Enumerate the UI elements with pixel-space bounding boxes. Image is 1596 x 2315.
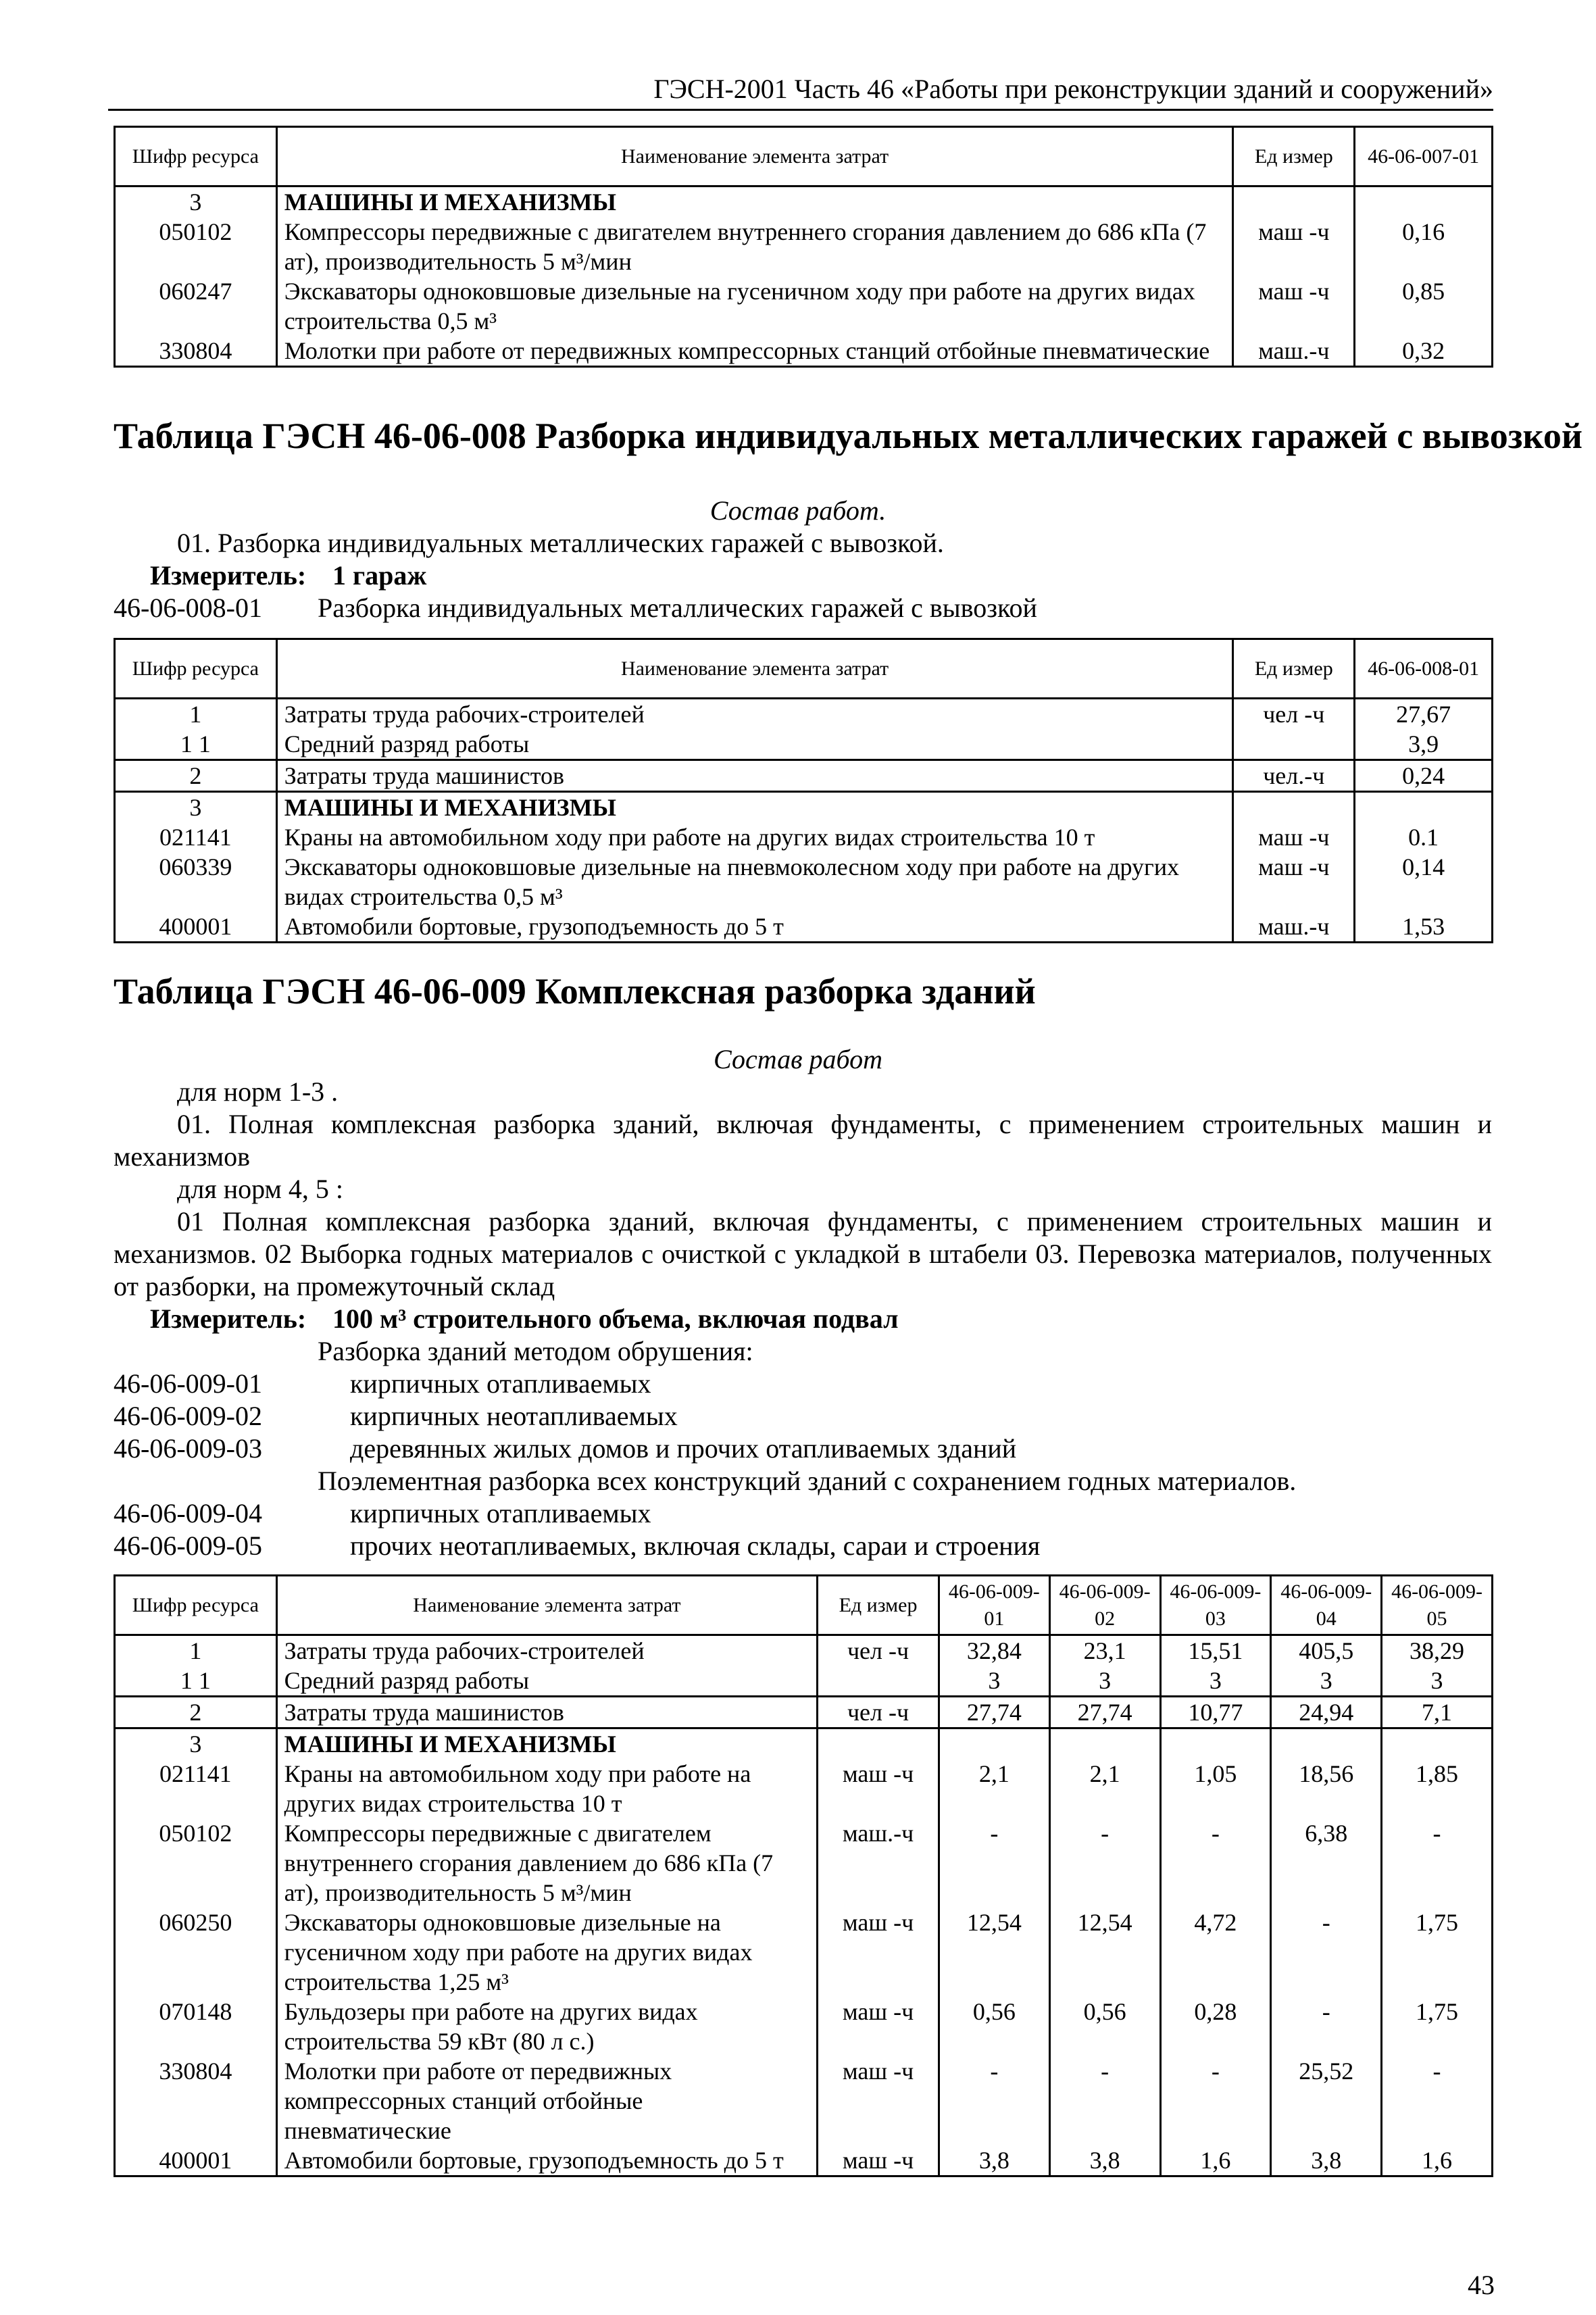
norm-code: 46-06-009-04 bbox=[114, 1498, 262, 1528]
col-code-header: Шифр ресурса bbox=[115, 1576, 277, 1635]
col-unit-header: Ед измер bbox=[1233, 639, 1355, 699]
table-row bbox=[115, 1759, 1493, 1818]
row-value: 6,38 bbox=[1271, 1818, 1382, 1908]
row-value: 2,1 bbox=[939, 1759, 1049, 1818]
col-norm-header: 46-06-009-02 bbox=[1049, 1576, 1160, 1635]
row-unit: маш.-ч bbox=[818, 1818, 939, 1908]
norms-note: для норм 1-3 . bbox=[177, 1076, 339, 1107]
row-code: 400001 bbox=[115, 2145, 277, 2176]
row-code: 3 bbox=[115, 1728, 277, 1760]
norm-text: деревянных жилых домов и прочих отапливаемых зданий bbox=[350, 1433, 1017, 1464]
row-value: 15,51 bbox=[1160, 1635, 1271, 1666]
row-value: 3 bbox=[1160, 1666, 1271, 1697]
measure-label: Измеритель: bbox=[150, 1303, 307, 1334]
measure-value: 100 м³ строительного объема, включая подвал bbox=[332, 1303, 899, 1334]
norm-code: 46-06-009-05 bbox=[114, 1530, 262, 1561]
row-name: Средний разряд работы bbox=[276, 729, 1233, 760]
table-row bbox=[115, 852, 1493, 912]
col-name-header: Наименование элемента затрат bbox=[276, 1576, 818, 1635]
table-row bbox=[115, 912, 1493, 943]
table-row bbox=[115, 699, 1493, 730]
row-name: Краны на автомобильном ходу при работе на других видах строительства 10 т bbox=[276, 822, 1233, 852]
row-code: 3 bbox=[115, 792, 277, 823]
row-unit: маш.-ч bbox=[1233, 336, 1355, 367]
row-value: 7,1 bbox=[1382, 1697, 1493, 1728]
row-unit bbox=[818, 1728, 939, 1760]
row-value: 0,28 bbox=[1160, 1997, 1271, 2056]
col-norm-header: 46-06-008-01 bbox=[1355, 639, 1493, 699]
row-code: 1 1 bbox=[115, 729, 277, 760]
row-unit: чел -ч bbox=[1233, 699, 1355, 730]
table-row bbox=[115, 217, 1493, 276]
row-value: 405,5 bbox=[1271, 1635, 1382, 1666]
table-46-06-008-title: Таблица ГЭСН 46-06-008 Разборка индивидуальных металлических гаражей с вывозкой bbox=[114, 416, 1583, 456]
row-name: Молотки при работе от передвижных компрессорных станций отбойные пневматические bbox=[276, 2056, 818, 2145]
row-code: 060247 bbox=[115, 276, 277, 336]
table-row bbox=[115, 1997, 1493, 2056]
row-code: 2 bbox=[115, 1697, 277, 1728]
norm-group-heading: Поэлементная разборка всех конструкций зданий с сохранением годных материалов. bbox=[318, 1466, 1297, 1496]
norm-text: кирпичных неотапливаемых bbox=[350, 1401, 678, 1431]
table-row bbox=[115, 792, 1493, 823]
row-unit: маш -ч bbox=[818, 1759, 939, 1818]
norms-note: для норм 4, 5 : bbox=[177, 1174, 343, 1204]
row-value: 3 bbox=[1382, 1666, 1493, 1697]
table-row bbox=[115, 1908, 1493, 1997]
row-name: Молотки при работе от передвижных компрессорных станций отбойные пневматические bbox=[276, 336, 1233, 367]
row-name: Автомобили бортовые, грузоподъемность до 5 т bbox=[276, 2145, 818, 2176]
table-row bbox=[115, 336, 1493, 367]
row-value bbox=[1049, 1728, 1160, 1760]
row-value: 2,1 bbox=[1049, 1759, 1160, 1818]
table-46-06-009-title: Таблица ГЭСН 46-06-009 Комплексная разборка зданий bbox=[114, 971, 1036, 1012]
row-code: 1 bbox=[115, 699, 277, 730]
row-code: 060250 bbox=[115, 1908, 277, 1997]
col-norm-header: 46-06-009-05 bbox=[1382, 1576, 1493, 1635]
row-value: - bbox=[1271, 1908, 1382, 1997]
sostav-heading: Состав работ. bbox=[709, 495, 887, 526]
row-code: 050102 bbox=[115, 217, 277, 276]
page-number: 43 bbox=[1468, 2270, 1495, 2300]
row-unit bbox=[818, 1666, 939, 1697]
row-unit bbox=[1233, 729, 1355, 760]
row-name: Экскаваторы одноковшовые дизельные на пневмоколесном ходу при работе на других видах строительства 0,5 м³ bbox=[276, 852, 1233, 912]
row-code: 1 bbox=[115, 1635, 277, 1666]
row-unit bbox=[1233, 792, 1355, 823]
row-code: 021141 bbox=[115, 1759, 277, 1818]
row-value bbox=[1160, 1728, 1271, 1760]
row-unit: маш -ч bbox=[1233, 217, 1355, 276]
row-code: 400001 bbox=[115, 912, 277, 943]
norm-text: Разборка индивидуальных металлических гаражей с вывозкой bbox=[318, 593, 1037, 623]
col-unit-header: Ед измер bbox=[818, 1576, 939, 1635]
row-value: 1,75 bbox=[1382, 1908, 1493, 1997]
col-name-header: Наименование элемента затрат bbox=[276, 127, 1233, 186]
row-value bbox=[1382, 1728, 1493, 1760]
row-code: 060339 bbox=[115, 852, 277, 912]
row-value: 3,8 bbox=[1271, 2145, 1382, 2176]
norm-code: 46-06-009-03 bbox=[114, 1433, 262, 1464]
row-name: Автомобили бортовые, грузоподъемность до 5 т bbox=[276, 912, 1233, 943]
row-unit: маш -ч bbox=[818, 2145, 939, 2176]
norm-code: 46-06-009-01 bbox=[114, 1368, 262, 1399]
row-value: 1,53 bbox=[1355, 912, 1493, 943]
row-value: 38,29 bbox=[1382, 1635, 1493, 1666]
row-value: - bbox=[939, 1818, 1049, 1908]
row-value bbox=[1355, 186, 1493, 218]
table-row bbox=[115, 1697, 1493, 1728]
col-code-header: Шифр ресурса bbox=[115, 127, 277, 186]
row-value: 23,1 bbox=[1049, 1635, 1160, 1666]
row-value: 0,85 bbox=[1355, 276, 1493, 336]
norm-text: прочих неотапливаемых, включая склады, сараи и строения bbox=[350, 1530, 1041, 1561]
work-item: 01. Разборка индивидуальных металлических гаражей с вывозкой. bbox=[177, 528, 944, 558]
norm-text: кирпичных отапливаемых bbox=[350, 1368, 651, 1399]
row-unit bbox=[1233, 186, 1355, 218]
row-unit: чел -ч bbox=[818, 1635, 939, 1666]
row-value: 0,24 bbox=[1355, 760, 1493, 792]
col-norm-header: 46-06-009-01 bbox=[939, 1576, 1049, 1635]
table-row bbox=[115, 186, 1493, 218]
table-row bbox=[115, 760, 1493, 792]
col-unit-header: Ед измер bbox=[1233, 127, 1355, 186]
row-value: - bbox=[1160, 2056, 1271, 2145]
row-code: 1 1 bbox=[115, 1666, 277, 1697]
table-row bbox=[115, 276, 1493, 336]
row-value: 3,9 bbox=[1355, 729, 1493, 760]
row-value: 0,32 bbox=[1355, 336, 1493, 367]
norm-code: 46-06-009-02 bbox=[114, 1401, 262, 1431]
row-value: 27,67 bbox=[1355, 699, 1493, 730]
col-norm-header: 46-06-009-04 bbox=[1271, 1576, 1382, 1635]
row-name: Бульдозеры при работе на других видах строительства 59 кВт (80 л с.) bbox=[276, 1997, 818, 2056]
row-value: 1,75 bbox=[1382, 1997, 1493, 2056]
row-value: 18,56 bbox=[1271, 1759, 1382, 1818]
row-name: МАШИНЫ И МЕХАНИЗМЫ bbox=[276, 186, 1233, 218]
row-name: Экскаваторы одноковшовые дизельные на гусеничном ходу при работе на других видах строительства 0,5 м³ bbox=[276, 276, 1233, 336]
row-code: 330804 bbox=[115, 2056, 277, 2145]
col-name-header: Наименование элемента затрат bbox=[276, 639, 1233, 699]
row-value bbox=[1271, 1728, 1382, 1760]
row-name: Затраты труда машинистов bbox=[276, 760, 1233, 792]
row-value: - bbox=[1049, 1818, 1160, 1908]
row-unit: маш -ч bbox=[818, 2056, 939, 2145]
col-code-header: Шифр ресурса bbox=[115, 639, 277, 699]
row-name: Краны на автомобильном ходу при работе на других видах строительства 10 т bbox=[276, 1759, 818, 1818]
row-value: 12,54 bbox=[939, 1908, 1049, 1997]
col-norm-header: 46-06-007-01 bbox=[1355, 127, 1493, 186]
row-value: 24,94 bbox=[1271, 1697, 1382, 1728]
sostav-heading: Состав работ bbox=[714, 1044, 882, 1074]
norm-text: кирпичных отапливаемых bbox=[350, 1498, 651, 1528]
row-unit: маш -ч bbox=[1233, 852, 1355, 912]
table-row bbox=[115, 1818, 1493, 1908]
row-value: - bbox=[1382, 1818, 1493, 1908]
row-unit: маш -ч bbox=[1233, 822, 1355, 852]
work-item: 01 Полная комплексная разборка зданий, включая фундаменты, с применением строительных машин и механизмов. 02 Выборка годных материалов с очисткой с укладкой в штабели 03. Перевозка материалов, полученных от разборки, на промежуточный склад bbox=[114, 1206, 1492, 1301]
row-value: 10,77 bbox=[1160, 1697, 1271, 1728]
row-name: Экскаваторы одноковшовые дизельные на гусеничном ходу при работе на других видах строительства 1,25 м³ bbox=[276, 1908, 818, 1997]
row-code: 050102 bbox=[115, 1818, 277, 1908]
row-value: 3 bbox=[939, 1666, 1049, 1697]
row-unit: маш -ч bbox=[818, 1997, 939, 2056]
row-value: 27,74 bbox=[939, 1697, 1049, 1728]
row-value: 4,72 bbox=[1160, 1908, 1271, 1997]
row-value: 32,84 bbox=[939, 1635, 1049, 1666]
table-row bbox=[115, 1728, 1493, 1760]
norm-group-heading: Разборка зданий методом обрушения: bbox=[318, 1336, 753, 1366]
table-row bbox=[115, 2145, 1493, 2176]
row-value: 1,85 bbox=[1382, 1759, 1493, 1818]
row-value: - bbox=[1271, 1997, 1382, 2056]
row-value: 0.1 bbox=[1355, 822, 1493, 852]
table-row bbox=[115, 1666, 1493, 1697]
row-value: 3,8 bbox=[1049, 2145, 1160, 2176]
table-46-06-009 bbox=[114, 1574, 1493, 2177]
row-code: 3 bbox=[115, 186, 277, 218]
table-row bbox=[115, 1635, 1493, 1666]
row-name: Затраты труда рабочих-строителей bbox=[276, 1635, 818, 1666]
row-value: 3 bbox=[1271, 1666, 1382, 1697]
row-value: 12,54 bbox=[1049, 1908, 1160, 1997]
row-code: 330804 bbox=[115, 336, 277, 367]
table-row bbox=[115, 822, 1493, 852]
row-value: 0,14 bbox=[1355, 852, 1493, 912]
row-unit: маш -ч bbox=[818, 1908, 939, 1997]
norm-code: 46-06-008-01 bbox=[114, 593, 262, 623]
row-value: 3 bbox=[1049, 1666, 1160, 1697]
row-value: 25,52 bbox=[1271, 2056, 1382, 2145]
col-norm-header: 46-06-009-03 bbox=[1160, 1576, 1271, 1635]
row-value: - bbox=[1382, 2056, 1493, 2145]
row-code: 2 bbox=[115, 760, 277, 792]
table-row bbox=[115, 729, 1493, 760]
work-item: 01. Полная комплексная разборка зданий, включая фундаменты, с применением строительных машин и механизмов bbox=[114, 1109, 1492, 1172]
row-value: - bbox=[939, 2056, 1049, 2145]
row-value: 1,6 bbox=[1382, 2145, 1493, 2176]
row-value bbox=[939, 1728, 1049, 1760]
row-value: 0,56 bbox=[1049, 1997, 1160, 2056]
page-header: ГЭСН-2001 Часть 46 «Работы при реконструкции зданий и сооружений» bbox=[108, 73, 1493, 111]
measure-label: Измеритель: bbox=[150, 560, 307, 591]
row-value: - bbox=[1049, 2056, 1160, 2145]
row-value: 27,74 bbox=[1049, 1697, 1160, 1728]
row-value: 0,56 bbox=[939, 1997, 1049, 2056]
row-name: Затраты труда машинистов bbox=[276, 1697, 818, 1728]
table-46-06-008 bbox=[114, 638, 1493, 943]
row-name: Компрессоры передвижные с двигателем внутреннего сгорания давлением до 686 кПа (7 ат), производительность 5 м³/мин bbox=[276, 217, 1233, 276]
row-name: МАШИНЫ И МЕХАНИЗМЫ bbox=[276, 792, 1233, 823]
row-unit: маш -ч bbox=[1233, 276, 1355, 336]
row-code: 070148 bbox=[115, 1997, 277, 2056]
row-unit: маш.-ч bbox=[1233, 912, 1355, 943]
row-name: МАШИНЫ И МЕХАНИЗМЫ bbox=[276, 1728, 818, 1760]
table-row bbox=[115, 2056, 1493, 2145]
row-value: 3,8 bbox=[939, 2145, 1049, 2176]
row-code: 021141 bbox=[115, 822, 277, 852]
row-name: Затраты труда рабочих-строителей bbox=[276, 699, 1233, 730]
row-value: 0,16 bbox=[1355, 217, 1493, 276]
row-unit: чел -ч bbox=[818, 1697, 939, 1728]
table-46-06-007 bbox=[114, 126, 1493, 368]
row-name: Средний разряд работы bbox=[276, 1666, 818, 1697]
measure-value: 1 гараж bbox=[332, 560, 427, 591]
row-unit: чел.-ч bbox=[1233, 760, 1355, 792]
row-name: Компрессоры передвижные с двигателем внутреннего сгорания давлением до 686 кПа (7 ат), производительность 5 м³/мин bbox=[276, 1818, 818, 1908]
row-value: - bbox=[1160, 1818, 1271, 1908]
row-value: 1,05 bbox=[1160, 1759, 1271, 1818]
row-value bbox=[1355, 792, 1493, 823]
row-value: 1,6 bbox=[1160, 2145, 1271, 2176]
